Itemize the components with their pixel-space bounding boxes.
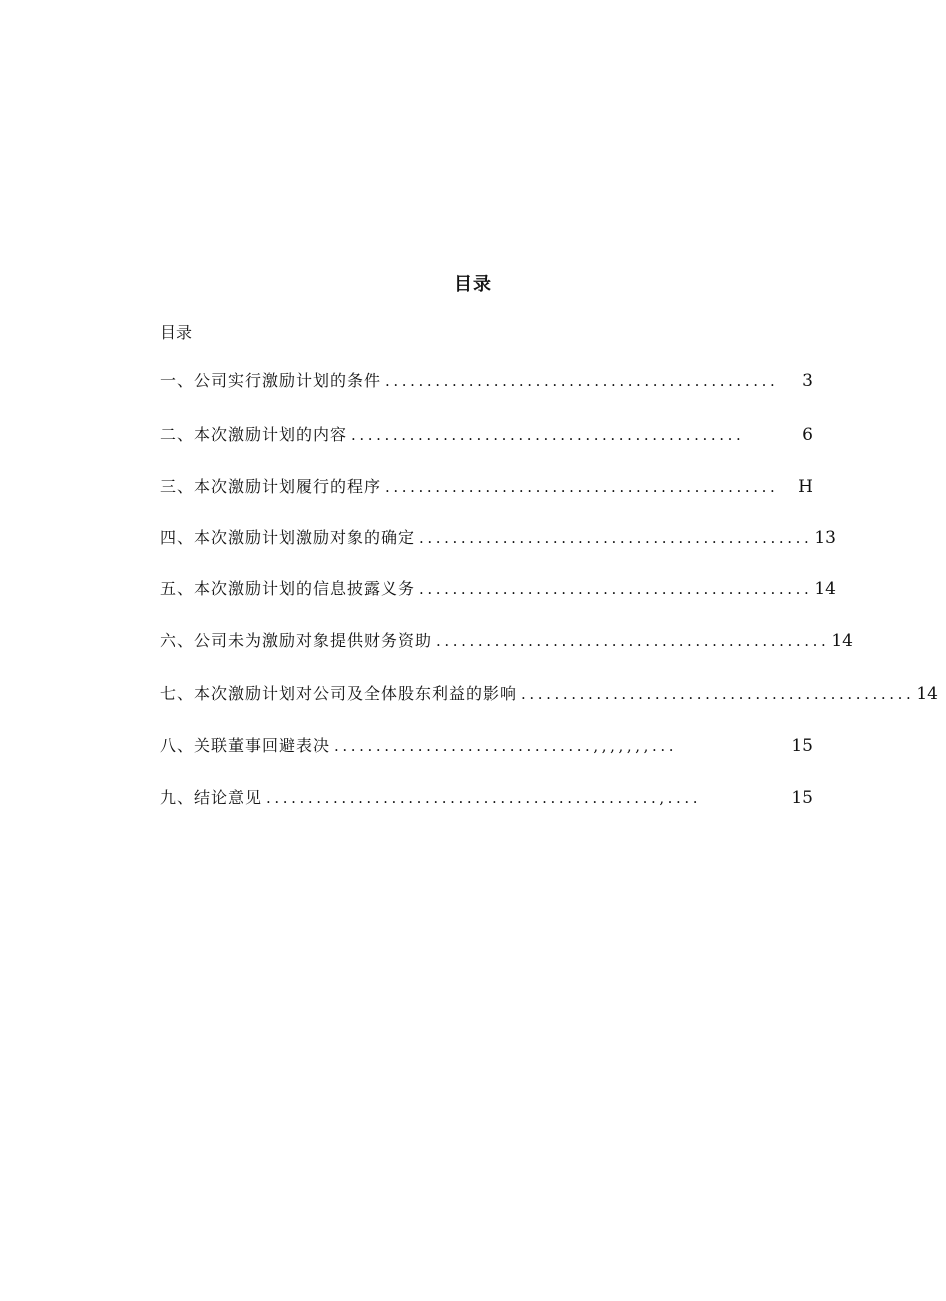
toc-entry[interactable] [160,526,836,550]
toc-entry[interactable] [160,423,813,447]
toc-page-number: 14 [814,579,836,599]
toc-entry-title: 七、本次激励计划对公司及全体股东利益的影响 [160,684,518,703]
toc-entry[interactable] [160,786,813,810]
toc-leader-dots: ............................................... [419,529,813,547]
toc-entry-title: 二、本次激励计划的内容 [160,425,348,444]
toc-leader-dots: ............................................... [419,580,813,598]
toc-entry-title: 四、本次激励计划激励对象的确定 [160,528,416,547]
toc-page-number: 15 [791,736,813,756]
toc-page-number: 3 [802,371,813,391]
toc-entry[interactable] [160,577,836,601]
toc-page-number: H [798,477,813,497]
toc-entry-title: 九、结论意见 [160,788,263,807]
toc-entry-title: 一、公司实行激励计划的条件 [160,371,382,390]
toc-leader-dots: ...............................................,.... [266,789,702,807]
toc-leader-dots: ............................................... [521,685,915,703]
toc-leader-dots: ............................................... [436,632,830,650]
toc-heading: 目录 [454,274,492,295]
toc-entry-title: 五、本次激励计划的信息披露义务 [160,579,416,598]
toc-leader-dots: ...............................,,,,,,,... [334,737,678,755]
toc-entry[interactable] [160,682,938,706]
toc-page-number: 6 [802,425,813,445]
toc-entry[interactable] [160,629,853,653]
toc-entry-title: 六、公司未为激励对象提供财务资助 [160,631,433,650]
toc-leader-dots: ............................................... [351,426,745,444]
toc-page-number: 15 [791,788,813,808]
toc-page-number: 14 [831,631,853,651]
toc-subheading: 目录 [160,323,193,342]
toc-entry[interactable] [160,475,813,499]
toc-page-number: 14 [916,684,938,704]
toc-entry[interactable] [160,734,813,758]
toc-entry-title: 三、本次激励计划履行的程序 [160,477,382,496]
toc-leader-dots: ............................................... [385,372,779,390]
toc-page-number: 13 [814,528,836,548]
toc-entry[interactable] [160,369,813,393]
toc-entry-title: 八、关联董事回避表决 [160,736,331,755]
toc-leader-dots: ............................................... [385,478,779,496]
